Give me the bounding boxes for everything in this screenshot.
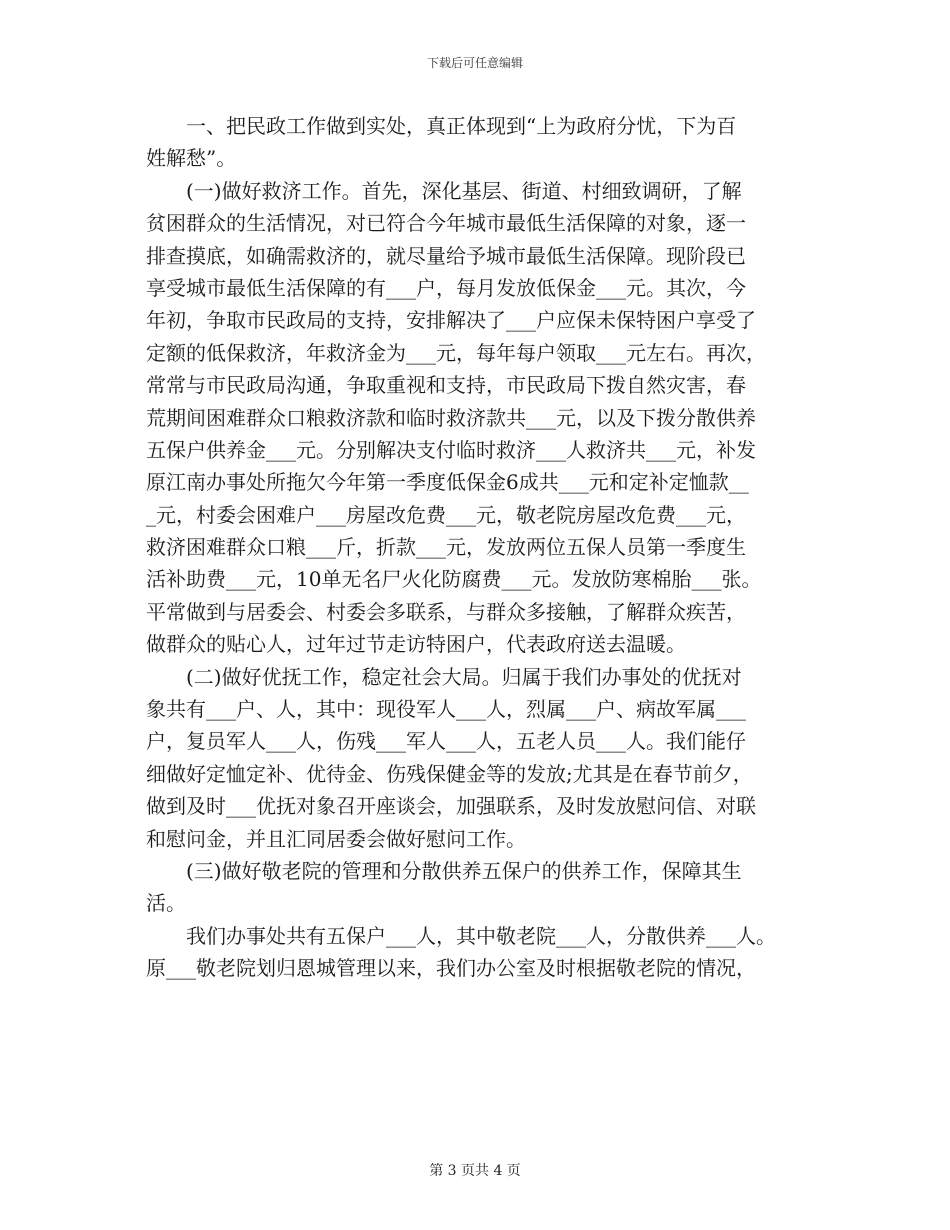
text-line: 五保户供养金___元。分别解决支付临时救济___人救济共___元，补发 bbox=[146, 437, 756, 462]
text-line: 常常与市民政局沟通，争取重视和支持，市民政局下拨自然灾害，春 bbox=[146, 373, 746, 398]
text-line: 我们办事处共有五保户___人，其中敬老院___人，分散供养___人。 bbox=[186, 923, 776, 948]
text-line: 原江南办事处所拖欠今年第一季度低保金6成共___元和定补定恤款__ bbox=[146, 470, 749, 495]
text-line: 象共有___户、人，其中：现役军人___人，烈属___户、病故军属___ bbox=[146, 697, 746, 722]
text-line: 荒期间困难群众口粮救济款和临时救济款共___元，以及下拨分散供养 bbox=[146, 405, 756, 430]
text-line: 细做好定恤定补、优待金、伤残保健金等的发放;尤其是在春节前夕， bbox=[146, 761, 753, 786]
text-line: 享受城市最低生活保障的有___户，每月发放低保金___元。其次，今 bbox=[146, 275, 746, 300]
text-line: 贫困群众的生活情况，对已符合今年城市最低生活保障的对象，逐一 bbox=[146, 211, 746, 236]
text-line: (一)做好救济工作。首先，深化基层、街道、村细致调研，了解 bbox=[186, 178, 742, 203]
text-line: (三)做好敬老院的管理和分散供养五保户的供养工作，保障其生 bbox=[186, 858, 742, 883]
text-line: 救济困难群众口粮___斤，折款___元，发放两位五保人员第一季度生 bbox=[146, 535, 746, 560]
text-line: 原___敬老院划归恩城管理以来，我们办公室及时根据敬老院的情况， bbox=[146, 956, 756, 981]
text-line: 定额的低保救济，年救济金为___元，每年每户领取___元左右。再次， bbox=[146, 340, 766, 365]
text-line: 和慰问金，并且汇同居委会做好慰问工作。 bbox=[146, 826, 526, 851]
text-line: 平常做到与居委会、村委会多联系，与群众多接触，了解群众疾苦， bbox=[146, 599, 746, 624]
text-line: (二)做好优抚工作，稳定社会大局。归属于我们办事处的优抚对 bbox=[186, 664, 742, 689]
text-line: 做到及时___优抚对象召开座谈会，加强联系，及时发放慰问信、对联 bbox=[146, 794, 756, 819]
text-line: 一、把民政工作做到实处，真正体现到“上为政府分忧，下为百 bbox=[186, 114, 737, 138]
text-line: 户，复员军人___人，伤残___军人___人，五老人员___人。我们能仔 bbox=[146, 729, 746, 754]
text-line: 活。 bbox=[146, 891, 186, 916]
text-line: 姓解愁”。 bbox=[146, 146, 237, 171]
text-line: _元，村委会困难户___房屋改危费___元，敬老院房屋改危费___元， bbox=[146, 502, 746, 527]
text-line: 排查摸底，如确需救济的，就尽量给予城市最低生活保障。现阶段已 bbox=[146, 243, 746, 268]
page-footer: 第 3 页共 4 页 bbox=[429, 1163, 521, 1179]
text-line: 做群众的贴心人，过年过节走访特困户，代表政府送去温暖。 bbox=[146, 632, 686, 657]
text-line: 活补助费___元，10单无名尸火化防腐费___元。发放防寒棉胎___张。 bbox=[146, 567, 762, 592]
text-line: 年初，争取市民政局的支持，安排解决了___户应保未保特困户享受了 bbox=[146, 308, 756, 333]
document-body bbox=[146, 110, 806, 985]
page-header: 下载后可任意编辑 bbox=[426, 56, 523, 70]
